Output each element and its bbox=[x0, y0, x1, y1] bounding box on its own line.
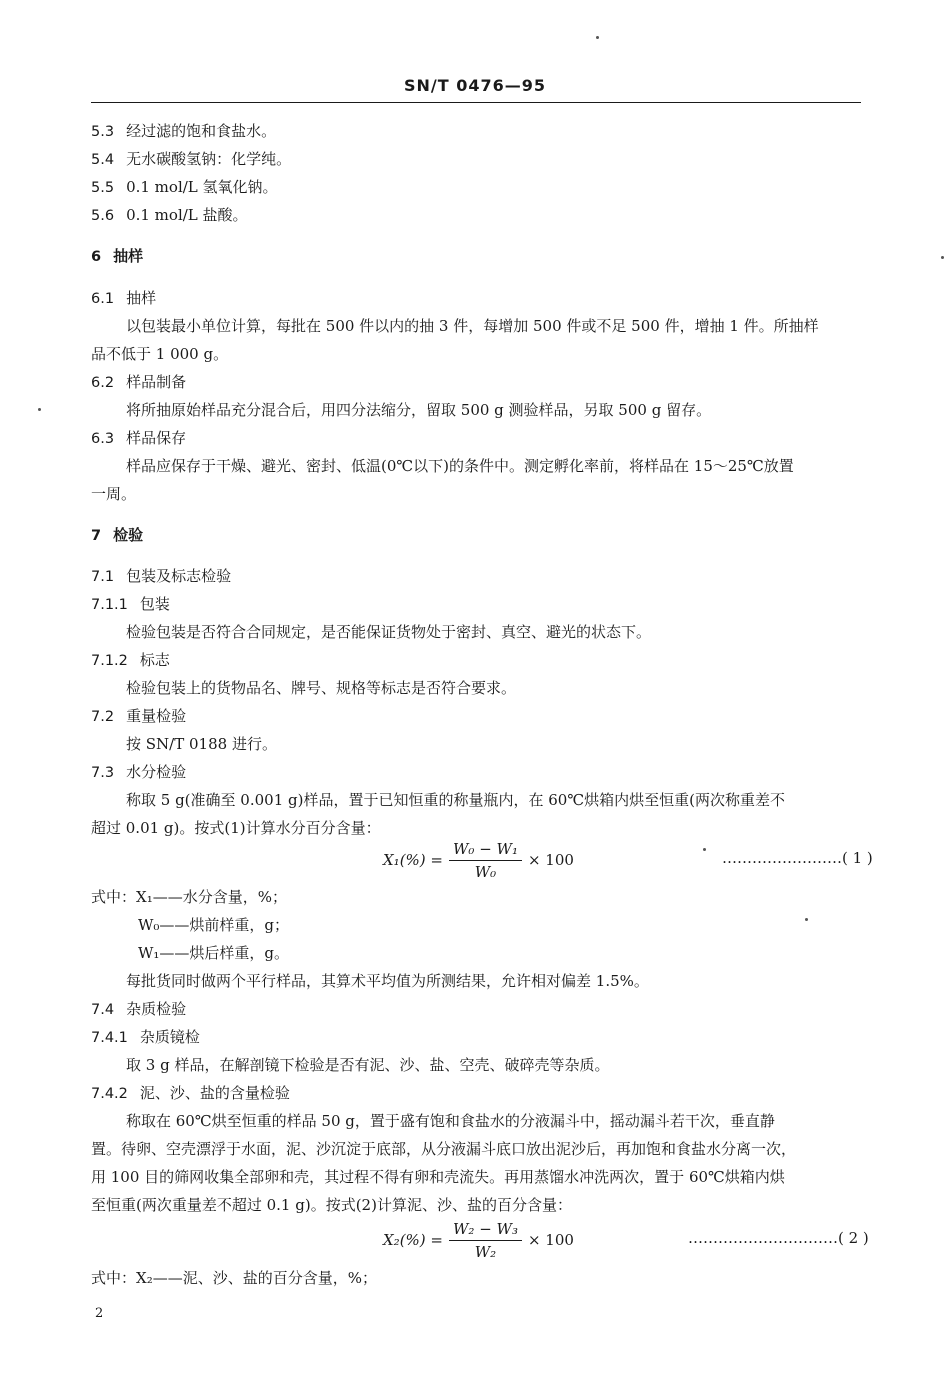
clause-number: 7.1 bbox=[91, 569, 115, 585]
paragraph-line: 称取 5 g(准确至 0.001 g)样品，置于已知恒重的称量瓶内，在 60℃烘箱内烘至恒重(两次称重差不 bbox=[126, 791, 785, 809]
variable-definition: W₀——烘前样重，g； bbox=[138, 916, 290, 934]
section-number: 7 bbox=[91, 528, 102, 544]
paragraph-line: 样品应保存于干燥、避光、密封、低温(0℃以下)的条件中。测定孵化率前，将样品在 15～25℃放置 bbox=[126, 457, 794, 475]
clause-number: 5.6 bbox=[91, 208, 115, 224]
section-number: 6 bbox=[91, 249, 102, 265]
paragraph-line: 按 SN/T 0188 进行。 bbox=[126, 735, 277, 753]
clause-number: 6.2 bbox=[91, 375, 115, 391]
paragraph-line: 检验包装是否符合合同规定，是否能保证货物处于密封、真空、避光的状态下。 bbox=[126, 623, 652, 641]
clause-7-4-heading bbox=[91, 999, 891, 1020]
clause-5-5 bbox=[91, 177, 891, 198]
clause-number: 7.4 bbox=[91, 1002, 115, 1018]
clause-5-3 bbox=[91, 121, 891, 142]
clause-number: 7.2 bbox=[91, 709, 115, 725]
equation-number: ( 1 ) bbox=[842, 849, 873, 867]
paragraph-line: 超过 0.01 g)。按式(1)计算水分百分含量： bbox=[91, 819, 381, 837]
paragraph-line: 取 3 g 样品，在解剖镜下检验是否有泥、沙、盐、空壳、破碎壳等杂质。 bbox=[126, 1056, 610, 1074]
leader-dots: …………………… bbox=[722, 849, 842, 867]
formula-denominator: W₂ bbox=[474, 1242, 497, 1261]
paragraph-line: 至恒重(两次重量差不超过 0.1 g)。按式(2)计算泥、沙、盐的百分含量： bbox=[91, 1196, 572, 1214]
clause-title: 样品制备 bbox=[126, 373, 187, 391]
formula-numerator: W₀ − W₁ bbox=[449, 840, 522, 861]
formula-multiplier: × 100 bbox=[527, 1231, 574, 1249]
formula-multiplier: × 100 bbox=[527, 851, 574, 869]
clause-6-1-heading bbox=[91, 288, 891, 309]
clause-7-4-2-heading bbox=[91, 1083, 891, 1104]
clause-7-3-heading bbox=[91, 762, 891, 783]
clause-number: 7.1.2 bbox=[91, 653, 128, 669]
variable-definition: W₁——烘后样重，g。 bbox=[138, 944, 290, 962]
clause-number: 5.3 bbox=[91, 124, 115, 140]
variable-definition bbox=[91, 1268, 891, 1288]
formula-2-label bbox=[688, 1229, 869, 1247]
clause-6-2-heading bbox=[91, 372, 891, 393]
clause-number: 7.4.1 bbox=[91, 1030, 128, 1046]
clause-text: 无水碳酸氢钠：化学纯。 bbox=[126, 150, 292, 168]
clause-title: 重量检验 bbox=[126, 707, 187, 725]
paragraph-line: 一周。 bbox=[91, 485, 137, 503]
clause-title: 杂质镜检 bbox=[139, 1028, 200, 1046]
paragraph-line: 品不低于 1 000 g。 bbox=[91, 345, 229, 363]
formula-fraction bbox=[449, 840, 522, 881]
formula-1 bbox=[383, 838, 574, 882]
clause-number: 5.5 bbox=[91, 180, 115, 196]
scan-speck bbox=[38, 408, 41, 411]
clause-title: 包装及标志检验 bbox=[126, 567, 232, 585]
variable-definition bbox=[91, 887, 891, 907]
section-6-heading bbox=[91, 246, 891, 267]
scan-speck bbox=[703, 848, 706, 851]
formula-lhs: X₂(%) = bbox=[383, 1231, 443, 1249]
clause-title: 标志 bbox=[139, 651, 170, 669]
clause-7-2-heading bbox=[91, 706, 891, 727]
page-number: 2 bbox=[95, 1306, 104, 1321]
leader-dots: ………………………… bbox=[688, 1229, 838, 1247]
clause-number: 7.4.2 bbox=[91, 1086, 128, 1102]
clause-number: 7.1.1 bbox=[91, 597, 128, 613]
clause-title: 抽样 bbox=[126, 289, 157, 307]
clause-text: 0.1 mol/L 氢氧化钠。 bbox=[126, 178, 278, 196]
equation-number: ( 2 ) bbox=[838, 1229, 869, 1247]
clause-text: 0.1 mol/L 盐酸。 bbox=[126, 206, 248, 224]
variable-text: X₂——泥、沙、盐的百分含量，%； bbox=[136, 1269, 377, 1287]
where-prefix: 式中： bbox=[91, 1269, 137, 1287]
section-7-heading bbox=[91, 525, 891, 546]
clause-7-1-1-heading bbox=[91, 594, 891, 615]
clause-title: 泥、沙、盐的含量检验 bbox=[139, 1084, 290, 1102]
clause-5-6 bbox=[91, 205, 891, 226]
formula-lhs: X₁(%) = bbox=[383, 851, 443, 869]
formula-1-label bbox=[722, 849, 873, 867]
clause-6-3-heading bbox=[91, 428, 891, 449]
paragraph-line: 称取在 60℃烘至恒重的样品 50 g，置于盛有饱和食盐水的分液漏斗中，摇动漏斗若干次，垂直静 bbox=[126, 1112, 775, 1130]
paragraph-line: 置。待卵、空壳漂浮于水面，泥、沙沉淀于底部，从分液漏斗底口放出泥沙后，再加饱和食盐水分离一次， bbox=[91, 1140, 797, 1158]
clause-title: 样品保存 bbox=[126, 429, 187, 447]
formula-fraction bbox=[449, 1220, 522, 1261]
section-title: 检验 bbox=[113, 526, 144, 544]
paragraph-line: 用 100 目的筛网收集全部卵和壳，其过程不得有卵和壳流失。再用蒸馏水冲洗两次，置于 60℃烘箱内烘 bbox=[91, 1168, 785, 1186]
clause-7-4-1-heading bbox=[91, 1027, 891, 1048]
paragraph-line: 将所抽原始样品充分混合后，用四分法缩分，留取 500 g 测验样品，另取 500 g 留存。 bbox=[126, 401, 712, 419]
paragraph-line: 检验包装上的货物品名、牌号、规格等标志是否符合要求。 bbox=[126, 679, 517, 697]
scan-speck bbox=[941, 256, 944, 259]
formula-2 bbox=[383, 1218, 574, 1262]
clause-title: 杂质检验 bbox=[126, 1000, 187, 1018]
clause-title: 水分检验 bbox=[126, 763, 187, 781]
section-title: 抽样 bbox=[113, 247, 144, 265]
paragraph-line: 以包装最小单位计算，每批在 500 件以内的抽 3 件，每增加 500 件或不足 500 件，增抽 1 件。所抽样 bbox=[126, 317, 819, 335]
variable-text: X₁——水分含量，%； bbox=[136, 888, 287, 906]
clause-7-1-heading bbox=[91, 566, 891, 587]
page-header: SN/T 0476—95 bbox=[403, 76, 547, 95]
paragraph-line: 每批货同时做两个平行样品，其算术平均值为所测结果，允许相对偏差 1.5%。 bbox=[126, 972, 649, 990]
clause-number: 5.4 bbox=[91, 152, 115, 168]
clause-7-1-2-heading bbox=[91, 650, 891, 671]
clause-number: 7.3 bbox=[91, 765, 115, 781]
header-rule bbox=[91, 102, 861, 103]
clause-title: 包装 bbox=[139, 595, 170, 613]
clause-5-4 bbox=[91, 149, 891, 170]
clause-text: 经过滤的饱和食盐水。 bbox=[126, 122, 277, 140]
scan-speck bbox=[805, 918, 808, 921]
scan-speck bbox=[596, 36, 599, 39]
clause-number: 6.3 bbox=[91, 431, 115, 447]
formula-denominator: W₀ bbox=[474, 862, 497, 881]
where-prefix: 式中： bbox=[91, 888, 137, 906]
clause-number: 6.1 bbox=[91, 291, 115, 307]
formula-numerator: W₂ − W₃ bbox=[449, 1220, 522, 1241]
